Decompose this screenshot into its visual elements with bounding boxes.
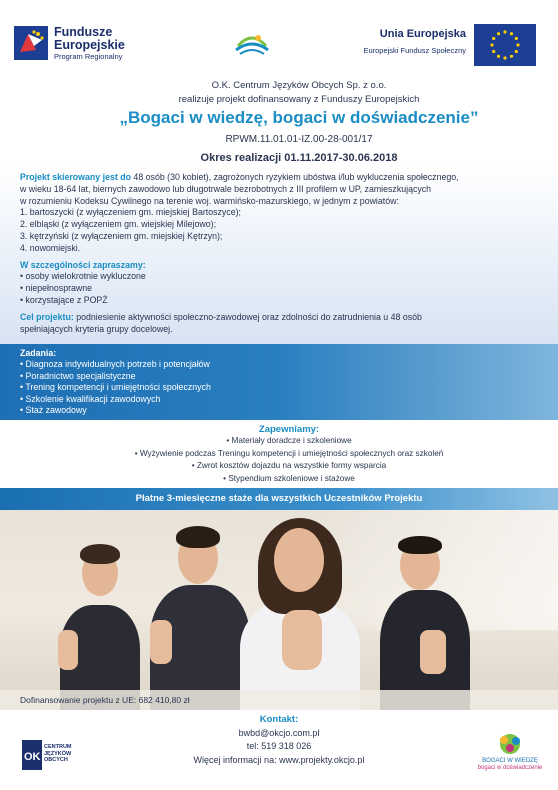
footer — [0, 710, 558, 790]
project-desc-1: 48 osób (30 kobiet), zagrożonych ryzykiem ubóstwa i/lub wykluczenia społecznego, — [130, 172, 459, 182]
fe-title-line1: Fundusze — [54, 25, 113, 39]
cel-heading: Cel projektu: — [20, 311, 74, 322]
header — [0, 0, 558, 72]
zadania-heading: Zadania: — [20, 348, 57, 358]
cel-text-1: podniesienie aktywności społeczno-zawodowej oraz zdolności do zatrudnienia u 48 osób — [73, 311, 422, 322]
zadanie-item: • Staż zawodowy — [20, 405, 211, 416]
intro — [0, 80, 558, 164]
bwd-globe-icon — [490, 732, 530, 756]
zadanie-item: • Poradnictwo specjalistyczne — [20, 371, 211, 382]
contact-phone: tel: 519 318 026 — [246, 741, 312, 751]
fundusze-europejskie-logo — [14, 24, 144, 64]
project-desc-2: w wieku 18-64 lat, biernych zawodowo lub długotrwale bezrobotnych z III profilem w UP, zamieszkujących — [20, 183, 432, 194]
ck-logo-text: CENTRUM JĘZYKÓW OBCYCH — [44, 744, 72, 763]
zadanie-item: • Diagnoza indywidualnych potrzeb i potencjałów — [20, 359, 211, 370]
zapewniamy-item: • Zwrot kosztów dojazdu na wszystkie formy wsparcia — [20, 460, 558, 473]
eu-title: Unia Europejska — [379, 28, 466, 40]
zapewniamy-item: • Stypendium szkoleniowe i stażowe — [20, 473, 558, 486]
eu-subtitle: Europejski Fundusz Społeczny — [363, 46, 466, 55]
realizuje-text: realizuje projekt dofinansowany z Funduszy Europejskich — [178, 94, 420, 105]
staze-banner: Płatne 3-miesięczne staże dla wszystkich Uczestników Projektu — [0, 488, 558, 510]
zadania-section — [0, 344, 558, 420]
warmia-mazury-logo — [232, 28, 272, 66]
zapraszamy-item: • niepełnosprawne — [20, 283, 540, 295]
cel-text-2: spełniających kryteria grupy docelowej. — [20, 323, 173, 334]
zapraszamy-heading: W szczególności zapraszamy: — [20, 259, 146, 270]
zadanie-item: • Trening kompetencji i umiejętności społecznych — [20, 382, 211, 393]
powiat-item: 1. bartoszycki (z wyłączeniem gm. miejskiej Bartoszyce); — [20, 207, 241, 218]
ok-icon — [22, 740, 42, 770]
team-photo — [0, 510, 558, 710]
project-desc-3: w rozumieniu Kodeksu Cywilnego na terenie woj. warmińsko-mazurskiego, w jednym z powiatów: — [20, 195, 399, 206]
kontakt-heading: Kontakt: — [259, 714, 299, 725]
project-description-section — [0, 166, 558, 344]
fe-title-line2: Europejskie — [54, 38, 125, 52]
svg-text:OK: OK — [24, 751, 41, 763]
project-number: RPWM.11.01.01-IZ.00-28-001/17 — [225, 134, 373, 145]
bwd-subtitle: bogaci w doświadczenie — [477, 765, 543, 771]
zapraszamy-item: • osoby wielokrotnie wykluczone — [20, 271, 540, 283]
fundusze-europejskie-flag-icon — [14, 26, 48, 60]
contact-website[interactable]: Więcej informacji na: www.projekty.okcjo.pl — [193, 755, 365, 765]
warmia-mazury-icon — [232, 28, 272, 66]
funding-amount: Dofinansowanie projektu z UE: 682 410,80 zł — [0, 690, 558, 710]
zadanie-item: • Szkolenie kwalifikacji zawodowych — [20, 394, 211, 405]
zapewniamy-item: • Materiały doradcze i szkoleniowe — [20, 435, 558, 448]
bwd-title: BOGACI W WIEDZĘ — [482, 758, 538, 764]
eu-flag-icon — [474, 24, 536, 66]
powiat-item: 2. elbląski (z wyłączeniem gm. wiejskiej Milejowo); — [20, 219, 217, 230]
zapraszamy-item: • korzystające z POPŻ — [20, 295, 540, 307]
powiat-item: 4. nowomiejski. — [20, 242, 81, 253]
zapewniamy-item: • Wyżywienie podczas Treningu kompetencji i umiejętności społecznych oraz szkoleń — [20, 448, 558, 461]
project-lead: Projekt skierowany jest do — [20, 172, 131, 182]
bogaci-w-wiedzy-logo — [474, 732, 546, 782]
page-title: „Bogaci w wiedzę, bogaci w doświadczenie” — [119, 108, 479, 127]
zapewniamy-heading: Zapewniamy: — [258, 424, 320, 435]
centrum-jezykow-obcych-logo — [22, 740, 82, 770]
eu-logo — [363, 24, 546, 64]
powiat-item: 3. kętrzyński (z wyłączeniem gm. miejskiej Kętrzyn); — [20, 230, 223, 241]
realization-period: Okres realizacji 01.11.2017-30.06.2018 — [200, 152, 398, 164]
organization-name: O.K. Centrum Języków Obcych Sp. z o.o. — [211, 80, 387, 91]
zapewniamy-section — [0, 420, 558, 488]
contact-email[interactable]: bwbd@okcjo.com.pl — [238, 728, 320, 738]
fe-subtitle: Program Regionalny — [54, 52, 123, 61]
